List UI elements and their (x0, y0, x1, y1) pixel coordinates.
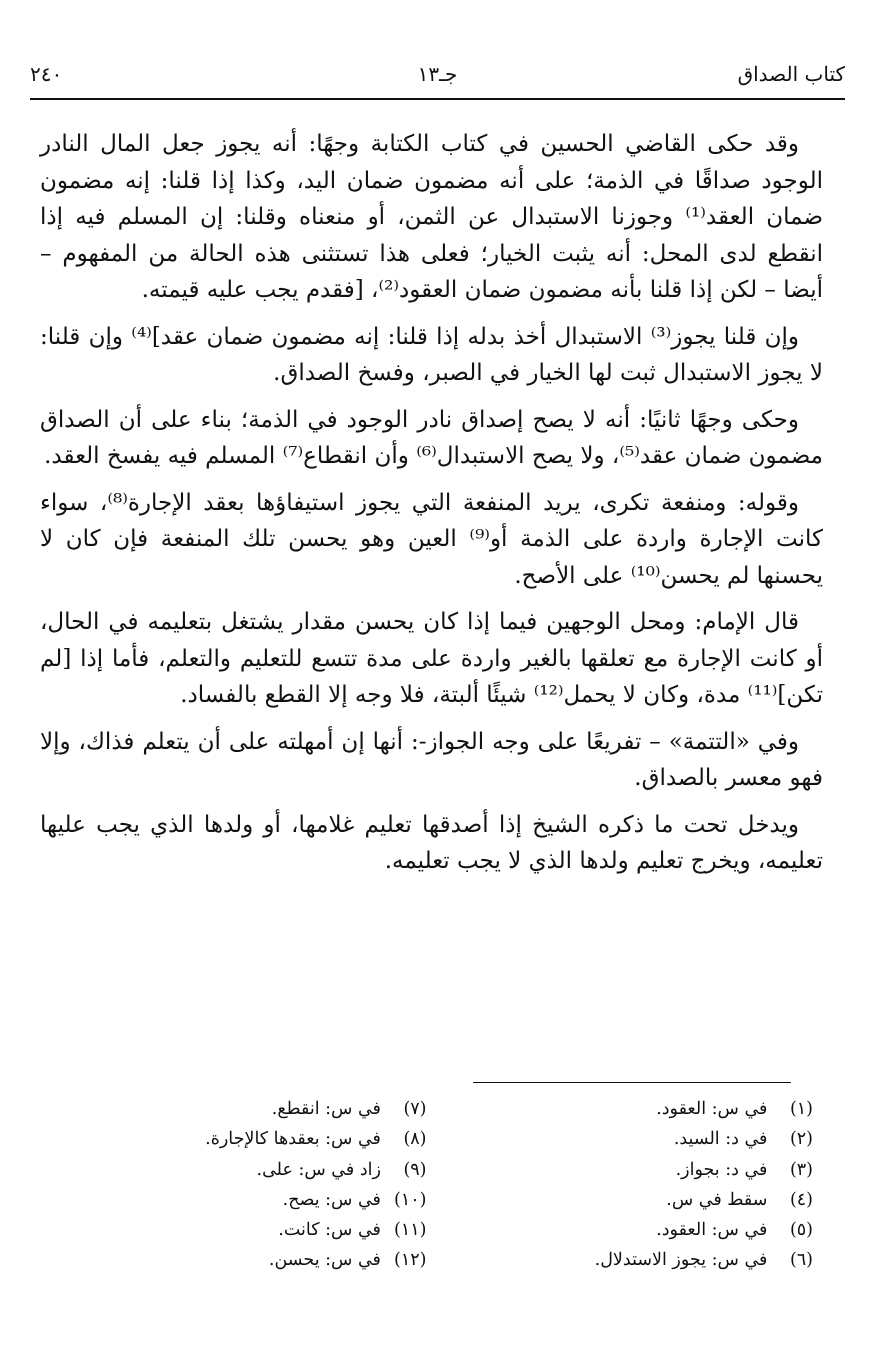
paragraph: ويدخل تحت ما ذكره الشيخ إذا أصدقها تعليم غلامها، أو ولدها الذي يجب عليها تعليمه، ويخرج تعليم ولدها الذي لا يجب تعليمه. (40, 811, 823, 874)
footnote (427, 1094, 814, 1124)
footnote (40, 1094, 427, 1124)
footnote-text: في س: كانت. (278, 1220, 381, 1241)
footnote-text: في س: العقود. (656, 1099, 768, 1119)
footnote-text: سقط في س. (666, 1189, 768, 1210)
footnote-text: في س: بعقدها كالإجارة. (205, 1129, 381, 1150)
footnote (427, 1245, 814, 1275)
footnote-text: زاد في س: على. (256, 1159, 381, 1180)
footnote-number: (٥) (789, 1220, 813, 1241)
footnote (40, 1155, 427, 1185)
footnote (40, 1124, 427, 1154)
footnote-number: (١) (789, 1099, 813, 1119)
footnote (40, 1185, 427, 1215)
footnotes-right-column (427, 1094, 814, 1276)
footnote-number: (٧) (403, 1099, 427, 1119)
footnotes-left-column (40, 1094, 427, 1276)
main-text (40, 126, 823, 890)
paragraph: قال الإمام: ومحل الوجهين فيما إذا كان يحسن مقدار يشتغل بتعليمه في الحال، أو كانت الإجارة مع تعلقها بالغير واردة على مدة تتسع للتعليم والتعلم، فأما إذا [لم تكن]⁽¹¹⁾ مدة، وكان لا يحمل⁽¹²⁾ شيئًا ألبتة، فلا وجه إلا القطع بالفساد. (40, 609, 823, 708)
footnote-number: (٢) (789, 1129, 813, 1150)
page-number: ٢٤٠ (30, 62, 63, 86)
footnote-number: (٩) (403, 1159, 427, 1180)
volume-label: جـ١٣ (417, 62, 458, 86)
footnote (427, 1215, 814, 1245)
footnote-number: (١٢) (394, 1250, 427, 1271)
footnote-number: (٦) (789, 1250, 813, 1271)
footnote-text: في س: يجوز الاستدلال. (594, 1250, 768, 1271)
footnote-number: (١١) (394, 1220, 427, 1241)
paragraph: وفي «التتمة» – تفريعًا على وجه الجواز-: أنها إن أمهلته على أن يتعلم فذاك، وإلا فهو معسر بالصداق. (40, 728, 823, 791)
footnote-text: في د: السيد. (673, 1129, 768, 1150)
page-header (30, 58, 845, 100)
paragraph: وحكى وجهًا ثانيًا: أنه لا يصح إصداق نادر الوجود في الذمة؛ بناء على أن الصداق مضمون ضمان عقد⁽⁵⁾، ولا يصح الاستبدال⁽⁶⁾ وأن انقطاع⁽⁷⁾ المسلم فيه يفسخ العقد. (40, 406, 823, 469)
footnote-separator (473, 1082, 791, 1083)
footnotes (40, 1094, 813, 1276)
footnote-text: في س: انقطع. (271, 1099, 381, 1119)
footnote-text: في س: العقود. (656, 1220, 768, 1241)
footnote (427, 1185, 814, 1215)
footnote-text: في د: بجواز. (675, 1159, 768, 1180)
footnote (40, 1245, 427, 1275)
footnote-text: في س: يصح. (282, 1189, 381, 1210)
footnote (40, 1215, 427, 1245)
footnote-number: (٨) (403, 1129, 427, 1150)
footnote (427, 1155, 814, 1185)
footnote (427, 1124, 814, 1154)
book-title: كتاب الصداق (737, 62, 845, 86)
paragraph: وقوله: ومنفعة تكرى، يريد المنفعة التي يجوز استيفاؤها بعقد الإجارة⁽⁸⁾، سواء كانت الإجارة واردة على الذمة أو⁽⁹⁾ العين وهو يحسن تلك المنفعة فإن كان لا يحسنها لم يحسن⁽¹⁰⁾ على الأصح. (40, 489, 823, 589)
paragraph: وإن قلنا يجوز⁽³⁾ الاستبدال أخذ بدله إذا قلنا: إنه مضمون ضمان عقد]⁽⁴⁾ وإن قلنا: لا يجوز الاستبدال ثبت لها الخيار في الصبر، وفسخ الصداق. (40, 323, 823, 386)
footnote-number: (٤) (789, 1189, 813, 1210)
footnote-number: (٣) (789, 1159, 813, 1180)
paragraph: وقد حكى القاضي الحسين في كتاب الكتابة وجهًا: أنه يجوز جعل المال النادر الوجود صداقًا في الذمة؛ على أنه مضمون ضمان اليد، وكذا إذا قلنا: إنه مضمون ضمان العقد⁽¹⁾ وجوزنا الاستبدال عن الثمن، أو منعناه وقلنا: إن المسلم فيه إذا انقطع لدى المحل: أنه يثبت الخيار؛ فعلى هذا تستثنى هذه الحالة من المفهوم – أيضا – لكن إذا قلنا بأنه مضمون ضمان العقود⁽²⁾، [فقدم يجب عليه قيمته. (40, 131, 823, 303)
footnote-number: (١٠) (394, 1189, 427, 1210)
footnote-text: في س: يحسن. (268, 1250, 381, 1271)
